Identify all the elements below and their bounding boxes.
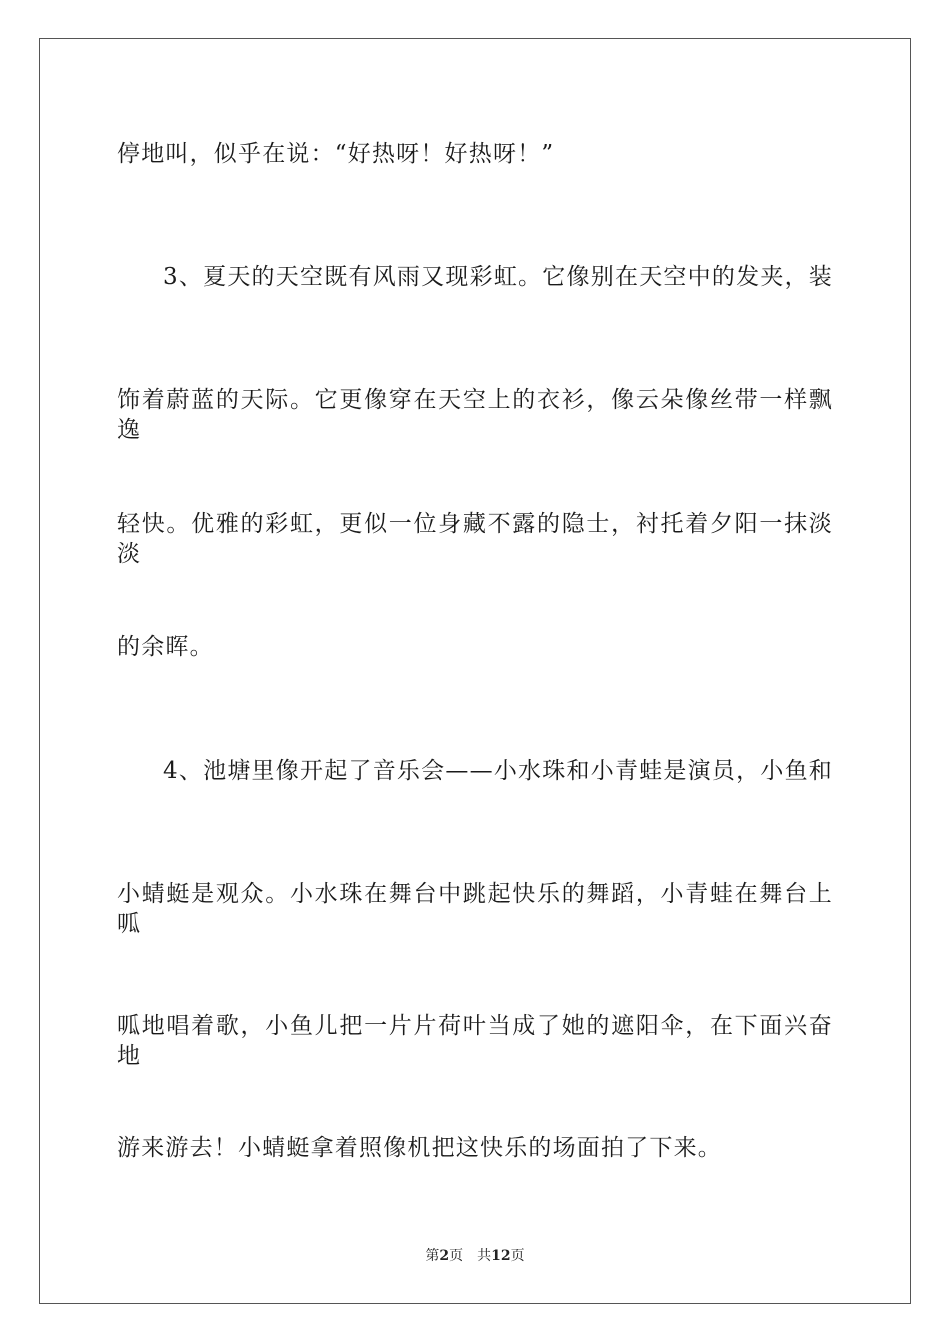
text-line: 游来游去！小蜻蜓拿着照像机把这快乐的场面拍了下来。 (117, 1135, 722, 1161)
page-number: 2 (439, 1248, 450, 1264)
total-suffix: 页 (510, 1248, 525, 1264)
text-line: 轻快。优雅的彩虹，更似一位身藏不露的隐士，衬托着夕阳一抹淡淡 (117, 511, 833, 567)
total-pages: 12 (491, 1248, 511, 1264)
page-border (39, 38, 911, 1304)
total-prefix: 共 (477, 1248, 492, 1264)
page-footer (0, 1247, 950, 1265)
text-line: 呱地唱着歌，小鱼儿把一片片荷叶当成了她的遮阳伞，在下面兴奋地 (117, 1013, 833, 1069)
text-line: 4、池塘里像开起了音乐会——小水珠和小青蛙是演员，小鱼和 (163, 758, 833, 784)
page-prefix: 第 (425, 1248, 440, 1264)
text-line: 停地叫，似乎在说：“好热呀！好热呀！” (117, 141, 555, 167)
text-line: 3、夏天的天空既有风雨又现彩虹。它像别在天空中的发夹，装 (163, 264, 833, 290)
text-line: 小蜻蜓是观众。小水珠在舞台中跳起快乐的舞蹈，小青蛙在舞台上呱 (117, 881, 833, 937)
page-suffix: 页 (449, 1248, 464, 1264)
text-line: 饰着蔚蓝的天际。它更像穿在天空上的衣衫，像云朵像丝带一样飘逸 (117, 387, 833, 443)
text-line: 的余晖。 (117, 634, 214, 660)
